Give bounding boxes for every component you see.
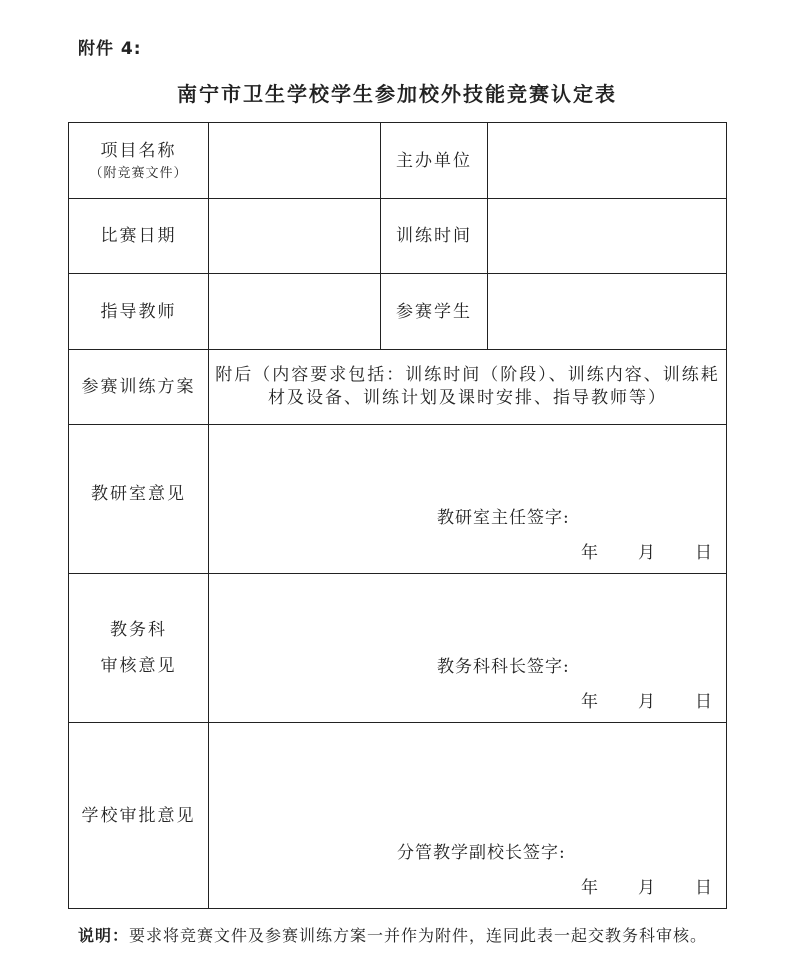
school-approval-label: 学校审批意见: [69, 723, 209, 909]
row-date: [69, 199, 727, 274]
date-year: 年: [581, 692, 600, 712]
vice-principal-signature: 分管教学副校长签字:: [397, 843, 566, 863]
research-office-field[interactable]: [209, 425, 727, 574]
form-title: 南宁市卫生学校学生参加校外技能竞赛认定表: [177, 82, 617, 106]
date-year: 年: [581, 878, 600, 898]
row-people: [69, 274, 727, 350]
date-day: 日: [695, 878, 714, 898]
training-time-label: 训练时间: [381, 199, 488, 274]
recognition-form-table: [68, 122, 727, 909]
attachment-label: 附件 4:: [78, 39, 142, 59]
academic-affairs-date: [581, 687, 714, 712]
row-school-approval: [69, 723, 727, 909]
row-project: [69, 123, 727, 199]
participants-field[interactable]: [488, 274, 727, 350]
school-approval-field[interactable]: [209, 723, 727, 909]
organizer-field[interactable]: [488, 123, 727, 199]
date-year: 年: [581, 543, 600, 563]
participants-label: 参赛学生: [381, 274, 488, 350]
row-academic-affairs: [69, 574, 727, 723]
school-approval-date: [581, 873, 714, 898]
academic-affairs-line1: 教务科: [110, 620, 167, 640]
date-month: 月: [638, 878, 657, 898]
project-name-label: [69, 123, 209, 199]
competition-date-label: 比赛日期: [69, 199, 209, 274]
project-name-note: （附竞赛文件）: [89, 165, 188, 181]
research-office-label: 教研室意见: [69, 425, 209, 574]
footnote-label: 说明：: [78, 926, 130, 945]
row-plan: [69, 350, 727, 425]
training-plan-label: 参赛训练方案: [69, 350, 209, 425]
instructor-field[interactable]: [209, 274, 381, 350]
training-time-field[interactable]: [488, 199, 727, 274]
research-office-date: [581, 538, 714, 563]
training-plan-text: 附后（内容要求包括：训练时间（阶段）、训练内容、训练耗材及设备、训练计划及课时安排、指导教师等）: [209, 350, 727, 425]
date-day: 日: [695, 543, 714, 563]
academic-affairs-label: [69, 574, 209, 723]
footnote: [78, 920, 728, 952]
instructor-label: 指导教师: [69, 274, 209, 350]
research-office-signature: 教研室主任签字:: [437, 508, 570, 528]
academic-affairs-signature: 教务科科长签字:: [437, 657, 570, 677]
date-day: 日: [695, 692, 714, 712]
project-name-text: 项目名称: [100, 140, 177, 161]
competition-date-field[interactable]: [209, 199, 381, 274]
date-month: 月: [638, 692, 657, 712]
project-name-field[interactable]: [209, 123, 381, 199]
academic-affairs-field[interactable]: [209, 574, 727, 723]
row-research-office: [69, 425, 727, 574]
academic-affairs-line2: 审核意见: [100, 656, 177, 676]
organizer-label: 主办单位: [381, 123, 488, 199]
footnote-text: 要求将竞赛文件及参赛训练方案一并作为附件，连同此表一起交教务科审核。: [129, 926, 708, 945]
date-month: 月: [638, 543, 657, 563]
